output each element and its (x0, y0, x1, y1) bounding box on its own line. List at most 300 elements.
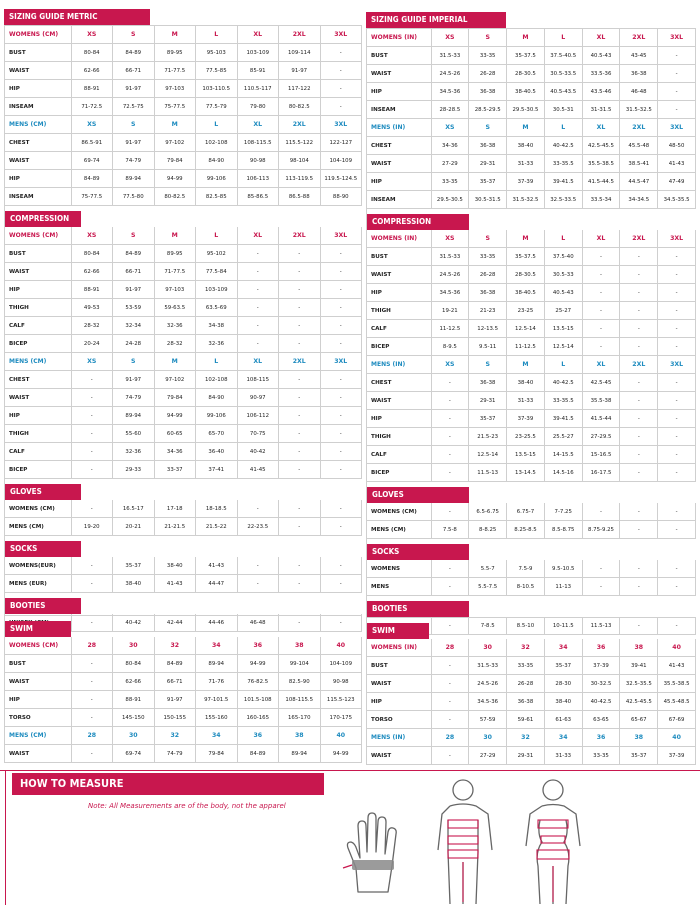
size-header: 2XL (620, 356, 658, 374)
header-row (367, 119, 696, 137)
size-cell: - (620, 446, 658, 464)
size-cell: - (320, 80, 362, 98)
size-cell: 46-48 (620, 83, 658, 101)
size-header: 40 (320, 637, 362, 655)
size-cell: 35-37 (469, 173, 507, 191)
size-cell: - (658, 338, 696, 356)
size-cell: - (658, 284, 696, 302)
size-cell: 5.5-7 (469, 560, 507, 578)
size-cell: 31-33 (544, 747, 582, 765)
size-cell: 63.5-69 (196, 299, 238, 317)
size-header: M (507, 119, 545, 137)
row-label: BUST (5, 44, 71, 62)
divider-line (0, 770, 700, 771)
size-cell: - (279, 263, 321, 281)
table-row (5, 170, 362, 188)
size-cell: 77.5-79 (196, 98, 238, 116)
row-label: BICEP (367, 338, 431, 356)
size-table (367, 639, 696, 765)
header-row (5, 353, 362, 371)
size-cell: 8-8.25 (469, 521, 507, 539)
row-label: BUST (5, 245, 71, 263)
size-header: 28 (71, 727, 113, 745)
size-header: M (507, 29, 545, 47)
table-row (5, 263, 362, 281)
size-cell: 12.5-14 (469, 446, 507, 464)
size-cell: - (279, 575, 321, 593)
size-header: 28 (71, 637, 113, 655)
size-cell: 84-89 (113, 245, 155, 263)
section-title: BOOTIES (5, 598, 81, 614)
size-cell: 106-112 (237, 407, 279, 425)
size-cell: 38-40 (507, 374, 545, 392)
size-header: L (196, 26, 238, 44)
size-cell: - (658, 446, 696, 464)
size-cell: - (658, 101, 696, 119)
size-header: XS (71, 353, 113, 371)
size-cell: 13.5-15 (544, 320, 582, 338)
row-label: WAIST (5, 62, 71, 80)
size-cell: - (237, 281, 279, 299)
size-header: 36 (237, 637, 279, 655)
size-cell: - (431, 392, 469, 410)
size-cell: 11.5-13 (469, 464, 507, 482)
size-cell: 72.5-75 (113, 98, 155, 116)
size-cell: 35-37.5 (507, 248, 545, 266)
size-cell: - (237, 317, 279, 335)
size-cell: 155-160 (196, 709, 238, 727)
size-cell: 103-109 (196, 281, 238, 299)
size-cell: - (582, 560, 620, 578)
size-cell: - (71, 557, 113, 575)
size-cell: 14.5-16 (544, 464, 582, 482)
table-row (5, 425, 362, 443)
size-cell: - (279, 281, 321, 299)
size-cell: 8.75-9.25 (582, 521, 620, 539)
size-cell: - (237, 575, 279, 593)
size-cell: - (620, 464, 658, 482)
size-cell: - (658, 266, 696, 284)
size-cell: 82.5-90 (279, 673, 321, 691)
size-cell: 35-37 (469, 410, 507, 428)
size-cell: 90-98 (237, 152, 279, 170)
size-cell: - (237, 557, 279, 575)
size-header: 2XL (620, 29, 658, 47)
panel-body (366, 28, 696, 635)
size-header: 40 (658, 729, 696, 747)
size-cell: 11-12.5 (507, 338, 545, 356)
size-cell: 95-102 (196, 245, 238, 263)
table-row (367, 693, 696, 711)
size-cell: 36-40 (196, 443, 238, 461)
size-header: 2XL (620, 119, 658, 137)
row-label: WAIST (5, 673, 71, 691)
size-cell: 77.5-84 (196, 263, 238, 281)
size-cell: 59-61 (507, 711, 545, 729)
size-header: XL (237, 116, 279, 134)
size-cell: 66-71 (113, 62, 155, 80)
size-cell: 88-91 (71, 281, 113, 299)
size-cell: 37-41 (196, 461, 238, 479)
size-cell: - (620, 320, 658, 338)
size-cell: - (582, 320, 620, 338)
size-header: XL (237, 227, 279, 245)
size-cell: 20-21 (113, 518, 155, 536)
row-label: WAIST (5, 389, 71, 407)
row-label: WAIST (5, 745, 71, 763)
size-cell: 38-40 (154, 557, 196, 575)
size-cell: 24.5-26 (431, 65, 469, 83)
size-cell: - (658, 392, 696, 410)
size-cell: 85-91 (237, 62, 279, 80)
row-label: THIGH (367, 428, 431, 446)
size-cell: 24.5-26 (469, 675, 507, 693)
size-cell: - (620, 392, 658, 410)
size-cell: 89-94 (279, 745, 321, 763)
size-table (367, 503, 696, 539)
size-cell: 88-91 (113, 691, 155, 709)
size-cell: 102-108 (196, 134, 238, 152)
size-header: 2XL (279, 227, 321, 245)
size-cell: 28-30 (544, 675, 582, 693)
size-cell: 60-65 (154, 425, 196, 443)
size-cell: - (431, 711, 469, 729)
size-cell: - (582, 284, 620, 302)
row-label: WAIST (367, 747, 431, 765)
size-cell: - (431, 675, 469, 693)
size-cell: - (71, 443, 113, 461)
size-cell: - (658, 248, 696, 266)
size-cell: 89-95 (154, 44, 196, 62)
header-row (367, 29, 696, 47)
size-cell: 28.5-29.5 (469, 101, 507, 119)
size-header: 34 (544, 639, 582, 657)
size-cell: 95-103 (196, 44, 238, 62)
size-cell: 63-65 (582, 711, 620, 729)
size-cell: - (658, 410, 696, 428)
size-header: L (196, 116, 238, 134)
size-cell: 80-84 (113, 655, 155, 673)
size-cell: 86.5-88 (279, 188, 321, 206)
row-label: MENS (CM) (5, 116, 71, 134)
size-cell: - (620, 503, 658, 521)
header-row (5, 227, 362, 245)
size-cell: 69-74 (71, 152, 113, 170)
size-header: XS (431, 356, 469, 374)
size-cell: 41.5-44.5 (582, 173, 620, 191)
size-cell: - (431, 428, 469, 446)
size-cell: - (658, 560, 696, 578)
table-row (5, 500, 362, 518)
table-row (5, 745, 362, 763)
table-row (5, 134, 362, 152)
main-section (5, 26, 362, 206)
size-cell: 104-109 (320, 152, 362, 170)
size-cell: 8-9.5 (431, 338, 469, 356)
row-label: HIP (367, 173, 431, 191)
size-cell: 98-104 (279, 152, 321, 170)
size-cell: - (431, 578, 469, 596)
size-header: 28 (431, 729, 469, 747)
size-cell: 79-80 (237, 98, 279, 116)
size-cell: 13-14.5 (507, 464, 545, 482)
size-cell: 55-60 (113, 425, 155, 443)
header-row (5, 637, 362, 655)
size-cell: 28-30.5 (507, 65, 545, 83)
size-cell: 31-31.5 (582, 101, 620, 119)
size-cell: 40-42.5 (582, 693, 620, 711)
size-cell: - (279, 518, 321, 536)
size-cell: 12.5-14 (544, 338, 582, 356)
size-cell: 26-28 (469, 266, 507, 284)
table-row (5, 443, 362, 461)
size-cell: 29-31 (469, 392, 507, 410)
size-cell: 104-109 (320, 655, 362, 673)
size-cell: 38-40 (113, 575, 155, 593)
size-cell: 31.5-33 (469, 657, 507, 675)
size-cell: 27-29.5 (582, 428, 620, 446)
row-label: BUST (367, 657, 431, 675)
size-header: L (196, 353, 238, 371)
table-row (5, 299, 362, 317)
size-cell: 39-41.5 (544, 173, 582, 191)
size-header: 3XL (320, 353, 362, 371)
table-row (5, 80, 362, 98)
size-cell: 15-16.5 (582, 446, 620, 464)
size-cell: 19-21 (431, 302, 469, 320)
size-header: XL (582, 29, 620, 47)
row-label: BUST (5, 655, 71, 673)
header-row (5, 26, 362, 44)
size-cell: - (279, 461, 321, 479)
row-label: HIP (5, 691, 71, 709)
panel-title: SIZING GUIDE IMPERIAL (366, 12, 506, 28)
table-row (5, 691, 362, 709)
row-label: WOMENS (CM) (5, 500, 71, 518)
size-cell: 20-24 (71, 335, 113, 353)
size-cell: - (71, 709, 113, 727)
size-cell: - (279, 425, 321, 443)
size-cell: - (431, 446, 469, 464)
size-cell: 40.5-43.5 (544, 83, 582, 101)
size-cell: 29-31 (469, 155, 507, 173)
size-cell: - (71, 425, 113, 443)
size-cell: - (237, 335, 279, 353)
size-cell: 150-155 (154, 709, 196, 727)
size-cell: 9.5-10.5 (544, 560, 582, 578)
size-cell: 30.5-31 (544, 101, 582, 119)
size-header: 36 (582, 729, 620, 747)
size-cell: 110.5-117 (237, 80, 279, 98)
header-row (367, 729, 696, 747)
size-cell: 77.5-80 (113, 188, 155, 206)
row-label: TORSO (367, 711, 431, 729)
row-label: CHEST (367, 137, 431, 155)
size-cell: - (320, 371, 362, 389)
size-header: 3XL (320, 227, 362, 245)
header-row (5, 727, 362, 745)
row-label: CHEST (5, 134, 71, 152)
size-cell: - (431, 693, 469, 711)
table-row (5, 317, 362, 335)
size-cell: 33-35 (582, 747, 620, 765)
row-label: BUST (367, 248, 431, 266)
section-title: COMPRESSION (367, 214, 469, 230)
size-header: 38 (279, 727, 321, 745)
size-cell: - (320, 425, 362, 443)
table-row (367, 410, 696, 428)
size-cell: 71-77.5 (154, 263, 196, 281)
table-row (5, 98, 362, 116)
row-label: BUST (367, 47, 431, 65)
section-title: SOCKS (367, 544, 469, 560)
size-cell: 103-109 (237, 44, 279, 62)
row-label: WAIST (367, 675, 431, 693)
size-cell: - (620, 374, 658, 392)
size-cell: 21-23 (469, 302, 507, 320)
size-header: XL (237, 353, 279, 371)
size-cell: 30.5-33.5 (544, 65, 582, 83)
size-cell: - (279, 389, 321, 407)
size-cell: 42.5-45 (582, 374, 620, 392)
table-row (5, 673, 362, 691)
size-cell: - (320, 335, 362, 353)
size-cell: 44.5-47 (620, 173, 658, 191)
row-label: TORSO (5, 709, 71, 727)
size-cell: 160-165 (237, 709, 279, 727)
size-cell: 22-23.5 (237, 518, 279, 536)
row-label: INSEAM (5, 188, 71, 206)
row-label: THIGH (5, 425, 71, 443)
row-label: BICEP (367, 464, 431, 482)
row-label: WOMENS (CM) (367, 503, 431, 521)
size-cell: 29.5-30.5 (431, 191, 469, 209)
header-row (367, 356, 696, 374)
size-cell: 8.5-8.75 (544, 521, 582, 539)
socks-section (367, 539, 696, 596)
size-cell: - (71, 500, 113, 518)
size-cell: 35.5-38.5 (582, 155, 620, 173)
row-label: WAIST (367, 392, 431, 410)
size-cell: 67-69 (658, 711, 696, 729)
size-cell: - (237, 500, 279, 518)
size-cell: 36-38 (469, 284, 507, 302)
table-row (367, 747, 696, 765)
size-cell: 38-40.5 (507, 83, 545, 101)
size-cell: - (658, 428, 696, 446)
header-row (367, 639, 696, 657)
size-cell: - (431, 657, 469, 675)
size-cell: 89-94 (113, 170, 155, 188)
size-cell: 33-35.5 (544, 392, 582, 410)
size-header: XL (582, 356, 620, 374)
size-cell: 18-18.5 (196, 500, 238, 518)
socks-section (5, 536, 362, 593)
size-cell: 11-13 (544, 578, 582, 596)
size-cell: 80-84 (71, 44, 113, 62)
size-cell: 76-82.5 (237, 673, 279, 691)
size-cell: 25.5-27 (544, 428, 582, 446)
row-label: MENS (IN) (367, 356, 431, 374)
size-cell: 84-90 (196, 389, 238, 407)
size-header: 30 (113, 727, 155, 745)
size-header: 38 (620, 729, 658, 747)
size-cell: 33-35 (469, 248, 507, 266)
table-row (5, 335, 362, 353)
row-label: MENS (CM) (5, 518, 71, 536)
size-cell: 28-30.5 (507, 266, 545, 284)
size-cell: 84-89 (71, 170, 113, 188)
size-cell: - (71, 655, 113, 673)
size-cell: 31-33 (507, 155, 545, 173)
row-label: WOMENS (CM) (5, 637, 71, 655)
size-cell: 37-39 (658, 747, 696, 765)
table-row (5, 389, 362, 407)
table-row (5, 518, 362, 536)
size-cell: 74-79 (113, 389, 155, 407)
measure-note: Note: All Measurements are of the body, not the apparel (88, 802, 286, 810)
size-cell: 28-28.5 (431, 101, 469, 119)
row-label: THIGH (367, 302, 431, 320)
size-cell: - (237, 299, 279, 317)
size-cell: 170-175 (320, 709, 362, 727)
size-cell: 26-28 (469, 65, 507, 83)
size-cell: - (582, 266, 620, 284)
size-cell: 31-33 (507, 392, 545, 410)
size-cell: 8.25-8.5 (507, 521, 545, 539)
table-row (367, 320, 696, 338)
size-cell: 34.5-35.5 (658, 191, 696, 209)
size-table (5, 557, 362, 593)
size-cell: 25-27 (544, 302, 582, 320)
size-cell: - (658, 503, 696, 521)
size-cell: 30.5-33 (544, 266, 582, 284)
size-cell: 35-37 (544, 657, 582, 675)
size-cell: - (658, 578, 696, 596)
size-cell: 46-48 (237, 614, 279, 632)
size-cell: - (620, 338, 658, 356)
size-cell: 34-38 (196, 317, 238, 335)
compression-section (5, 206, 362, 479)
size-cell: - (658, 374, 696, 392)
size-cell: - (71, 691, 113, 709)
section-title: BOOTIES (367, 601, 469, 617)
table-row (367, 560, 696, 578)
size-table (367, 230, 696, 482)
size-cell: 41-45 (237, 461, 279, 479)
row-label: CALF (367, 320, 431, 338)
size-cell: 94-99 (237, 655, 279, 673)
size-cell: 74-79 (113, 152, 155, 170)
size-cell: 74-79 (154, 745, 196, 763)
size-cell: - (320, 518, 362, 536)
size-header: 3XL (658, 29, 696, 47)
row-label: HIP (367, 83, 431, 101)
size-cell: - (320, 407, 362, 425)
size-header: M (507, 356, 545, 374)
size-cell: 71-77.5 (154, 62, 196, 80)
size-cell: - (279, 500, 321, 518)
size-cell: 33-35.5 (544, 155, 582, 173)
size-header: 34 (544, 729, 582, 747)
size-cell: 28-32 (154, 335, 196, 353)
size-cell: 23-25 (507, 302, 545, 320)
table-row (5, 371, 362, 389)
size-header: 2XL (279, 116, 321, 134)
size-header: 3XL (658, 230, 696, 248)
size-header: 2XL (620, 230, 658, 248)
size-cell: 38-40.5 (507, 284, 545, 302)
